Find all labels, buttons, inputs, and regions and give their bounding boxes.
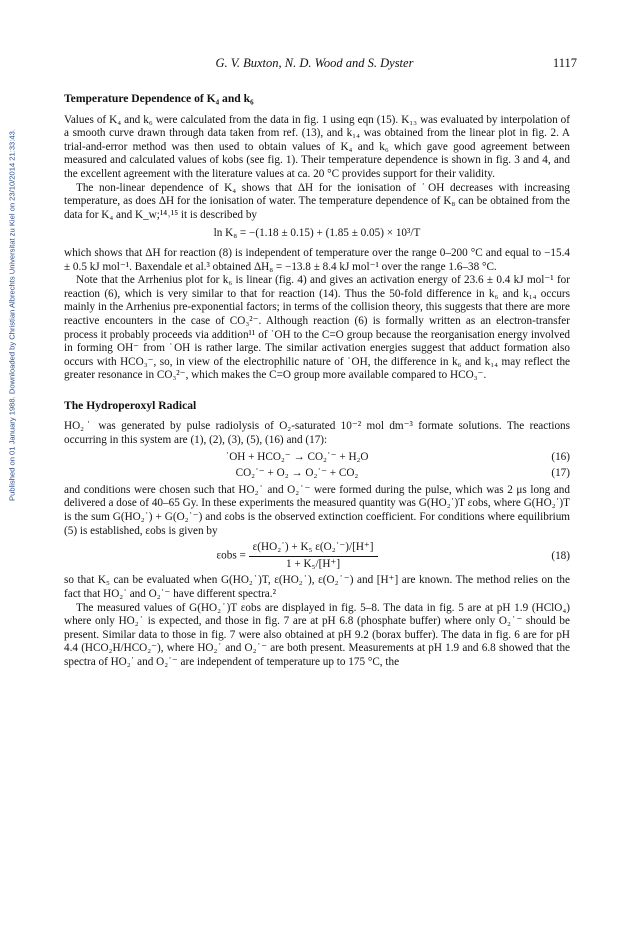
equation-ln-k8: ln K₈ = −(1.18 ± 0.15) + (1.85 ± 0.05) × 10³/T [213,227,421,240]
section-heading-hydroperoxyl: The Hydroperoxyl Radical [64,398,197,412]
download-watermark [6,30,18,600]
equation-18-fraction [249,541,378,571]
article-body [64,92,570,670]
equation-18-number: (18) [551,549,570,562]
equation-17-expression: CO₂˙⁻ + O₂ → O₂˙⁻ + CO₂ [235,467,359,480]
paragraph: Values of K₄ and k₆ were calculated from the data in fig. 1 using eqn (15). K₁₃ was evaluated by interpolation of a smooth curve drawn through data taken from ref. (13), and k₁₄ was obtained from the linear plot in fig. 2. A trial-and-error method was then used to obtain values of K₄ and k₆ which gave good agreement between measured and calculated values of kobs (see fig. 1). Their temperature dependence is shown in fig. 3 and 4, and the excellent agreement with the literature values at ca. 20 °C provides support for their validity. [64,113,570,180]
header-authors: G. V. Buxton, N. D. Wood and S. Dyster [215,56,414,70]
paragraph: The measured values of G(HO₂˙)T εobs are displayed in fig. 5–8. The data in fig. 5 are at pH 1.9 (HClO₄) where only HO₂˙ is expected, and those in fig. 7 are at pH 6.8 (phosphate buffer) where only O₂˙⁻ should be present. Similar data to those in fig. 7 were also obtained at pH 9.2 (borax buffer). The data in fig. 6 are for pH 4.4 (HCO₂H/HCO₂⁻), where HO₂˙ and O₂˙⁻ are both present. Measurements at pH 1.9 and 6.8 showed that the spectra of HO₂˙ and O₂˙⁻ are independent of temperature up to 175 °C, the [64,601,570,668]
paragraph: and conditions were chosen such that HO₂˙ and O₂˙⁻ were formed during the pulse, which was 2 μs long and delivered a dose of 40–65 Gy. In these experiments the measured quantity was G(HO₂˙)T εobs, where G(HO₂˙)T is the sum G(HO₂˙) + G(O₂˙⁻) and εobs is the observed extinction coefficient. For conditions where equilibrium (5) is established, εobs is given by [64,483,570,537]
equation-18-expression [64,541,530,571]
page-number: 1117 [552,56,577,70]
equation-18-lhs: εobs = [216,549,246,562]
paragraph: which shows that ΔH for reaction (8) is independent of temperature over the range 0–200 °C and equal to −15.4 ± 0.5 kJ mol⁻¹. Baxendale et al.³ obtained ΔH₈ = −13.8 ± 8.4 kJ mol⁻¹ over the range 1.6–38 °C. [64,246,570,273]
equation-17 [64,467,570,481]
section-heading-temperature: Temperature Dependence of K₄ and k₆ [64,92,254,105]
equation-18-numerator: ε(HO₂˙) + K₅ ε(O₂˙⁻)/[H⁺] [249,541,378,557]
equation-18 [64,541,570,571]
equation-17-number: (17) [551,467,570,480]
equation-18-denominator: 1 + K₅/[H⁺] [286,557,341,570]
paragraph: Note that the Arrhenius plot for k₆ is linear (fig. 4) and gives an activation energy of 23.6 ± 0.4 kJ mol⁻¹ for reaction (6), which is very similar to that for reaction (14). Thus the 50-fold difference in k₆ and k₁₄ occurs mainly in the Arrhenius pre-exponential factors; in terms of the collision theory, this suggests that there are more reactive encounters in the case of CO₃²⁻. Although reaction (6) is formally written as an electron-transfer process it probably proceeds via addition¹¹ of ˙OH to the C=O group because the reorganisation energy involved in forming OH⁻ from ˙OH is rather large. The similar activation energies suggest that adduct formation also occurs with HCO₃⁻, so, in view of the electrophilic nature of ˙OH, the difference in k₆ and k₁₄ may reflect the greater resonance in CO₃²⁻, which makes the C=O group more available compared to HCO₃⁻. [64,274,570,382]
download-watermark-text: Published on 01 January 1988. Downloaded by Christian Albrechts Universitat zu Kiel on 23/10/2014 21:33:43. [7,129,17,501]
equation-16-number: (16) [551,450,570,463]
equation-16-expression: ˙OH + HCO₂⁻ → CO₂˙⁻ + H₂O [225,450,369,463]
paragraph: The non-linear dependence of K₄ shows that ΔH for the ionisation of ˙OH decreases with increasing temperature, as does ΔH for the ionisation of water. The temperature dependence of K₈ can be obtained from the data for K₄ and K_w;¹⁴˒¹⁵ it is described by [64,181,570,221]
equation-16 [64,451,570,465]
paragraph: HO₂˙ was generated by pulse radiolysis of O₂-saturated 10⁻² mol dm⁻³ formate solutions. The reactions occurring in this system are (1), (2), (3), (5), (16) and (17): [64,420,570,447]
paragraph: so that K₅ can be evaluated when G(HO₂˙)T, ε(HO₂˙), ε(O₂˙⁻) and [H⁺] are known. The method relies on the fact that HO₂˙ and O₂˙⁻ have different spectra.² [64,574,570,600]
